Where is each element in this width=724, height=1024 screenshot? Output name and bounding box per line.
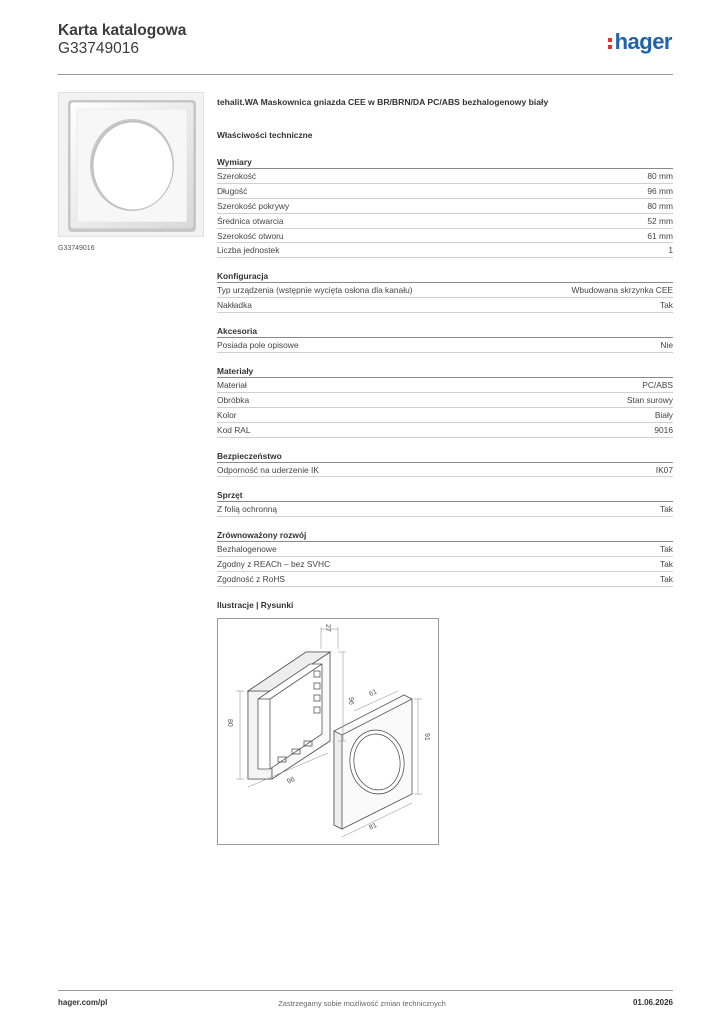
spec-column [217,96,673,587]
product-title: tehalit.WA Maskownica gniazda CEE w BR/BRN/DA PC/ABS bezhalogenowy biały [217,97,549,107]
spec-row [217,184,673,199]
spec-value: Biały [654,409,673,420]
dim-depth: 27 [324,624,331,632]
spec-value: IK07 [655,464,673,475]
product-thumbnail [58,92,204,237]
product-code: G33749016 [58,40,140,57]
spec-sections [217,156,673,587]
spec-label: Bezhalogenowe [217,544,277,555]
spec-row [217,572,673,587]
spec-label: Z folią ochronną [217,504,278,515]
logo-text: hager [614,29,672,54]
spec-value: PC/ABS [642,380,673,391]
dim-opening: 61 [368,688,379,699]
footer-website-link[interactable]: hager.com/pl [58,998,108,1007]
spec-row [217,199,673,214]
header-divider [58,74,673,75]
spec-row [217,542,673,557]
spec-row [217,298,673,313]
spec-value: 96 mm [647,185,673,196]
footer-disclaimer: Zastrzegamy sobie możliwość zmian technicznych [278,999,446,1008]
section-title: Akcesoria [217,325,673,338]
dim-cover-width: 81 [368,822,379,832]
dimension-drawing [218,619,440,846]
section-title: Materiały [217,365,673,378]
spec-row [217,502,673,517]
spec-value: 52 mm [647,215,673,226]
spec-section [217,489,673,517]
spec-row [217,557,673,572]
spec-row [217,214,673,229]
spec-row [217,243,673,258]
spec-row [217,463,673,478]
spec-value: Tak [659,300,673,311]
technical-drawing [217,618,439,845]
spec-label: Zgodność z RoHS [217,574,285,585]
spec-label: Szerokość pokrywy [217,200,290,211]
spec-section [217,156,673,258]
spec-row [217,283,673,298]
section-title: Sprzęt [217,489,673,502]
illustrations-heading: Ilustracje | Rysunki [217,600,294,610]
spec-section [217,365,673,438]
hager-logo [608,29,672,55]
spec-row [217,378,673,393]
dim-cover-height: 91 [423,733,430,741]
spec-label: Długość [217,185,248,196]
spec-row [217,408,673,423]
thumbnail-caption: G33749016 [58,245,95,252]
spec-value: Tak [659,504,673,515]
spec-row [217,423,673,438]
section-title: Wymiary [217,156,673,169]
logo-colon-icon [608,36,613,50]
section-title: Zrównoważony rozwój [217,529,673,542]
footer-date: 01.06.2026 [632,998,673,1007]
spec-value: Wbudowana skrzynka CEE [571,285,673,296]
spec-value: Stan surowy [626,394,673,405]
spec-row [217,229,673,244]
spec-value: 80 mm [647,200,673,211]
spec-value: 1 [668,245,673,256]
spec-value: 80 mm [647,171,673,181]
spec-label: Kod RAL [217,424,251,435]
technical-properties-heading: Właściwości techniczne [217,130,313,140]
spec-value: Tak [659,574,673,585]
spec-label: Średnica otwarcia [217,215,284,226]
spec-label: Odporność na uderzenie IK [217,464,319,475]
footer-divider [58,990,673,991]
spec-label: Zgodny z REACh – bez SVHC [217,559,331,570]
spec-row [217,393,673,408]
spec-value: Nie [660,340,673,351]
spec-section [217,325,673,353]
spec-row [217,338,673,353]
spec-label: Materiał [217,380,247,391]
spec-section [217,270,673,313]
spec-label: Szerokość otworu [217,230,284,241]
spec-label: Liczba jednostek [217,245,280,256]
spec-label: Obróbka [217,394,250,405]
spec-label: Kolor [217,409,237,420]
spec-section [217,450,673,478]
doc-title: Karta katalogowa [58,22,187,39]
section-title: Bezpieczeństwo [217,450,673,463]
dim-bottom-width: 96 [286,776,297,786]
frame-illustration [59,93,205,238]
dim-box-height: 96 [347,697,354,705]
spec-label: Typ urządzenia (wstępnie wycięta osłona dla kanału) [217,285,413,296]
section-title: Konfiguracja [217,270,673,283]
spec-value: Tak [659,544,673,555]
page-header [58,22,678,72]
spec-value: 9016 [654,424,673,435]
spec-label: Nakładka [217,300,252,311]
dim-left-height: 80 [226,719,233,727]
spec-value: 61 mm [647,230,673,241]
spec-label: Posiada pole opisowe [217,340,299,351]
spec-row [217,169,673,184]
spec-value: Tak [659,559,673,570]
spec-section [217,529,673,587]
spec-label: Szerokość [217,171,257,181]
